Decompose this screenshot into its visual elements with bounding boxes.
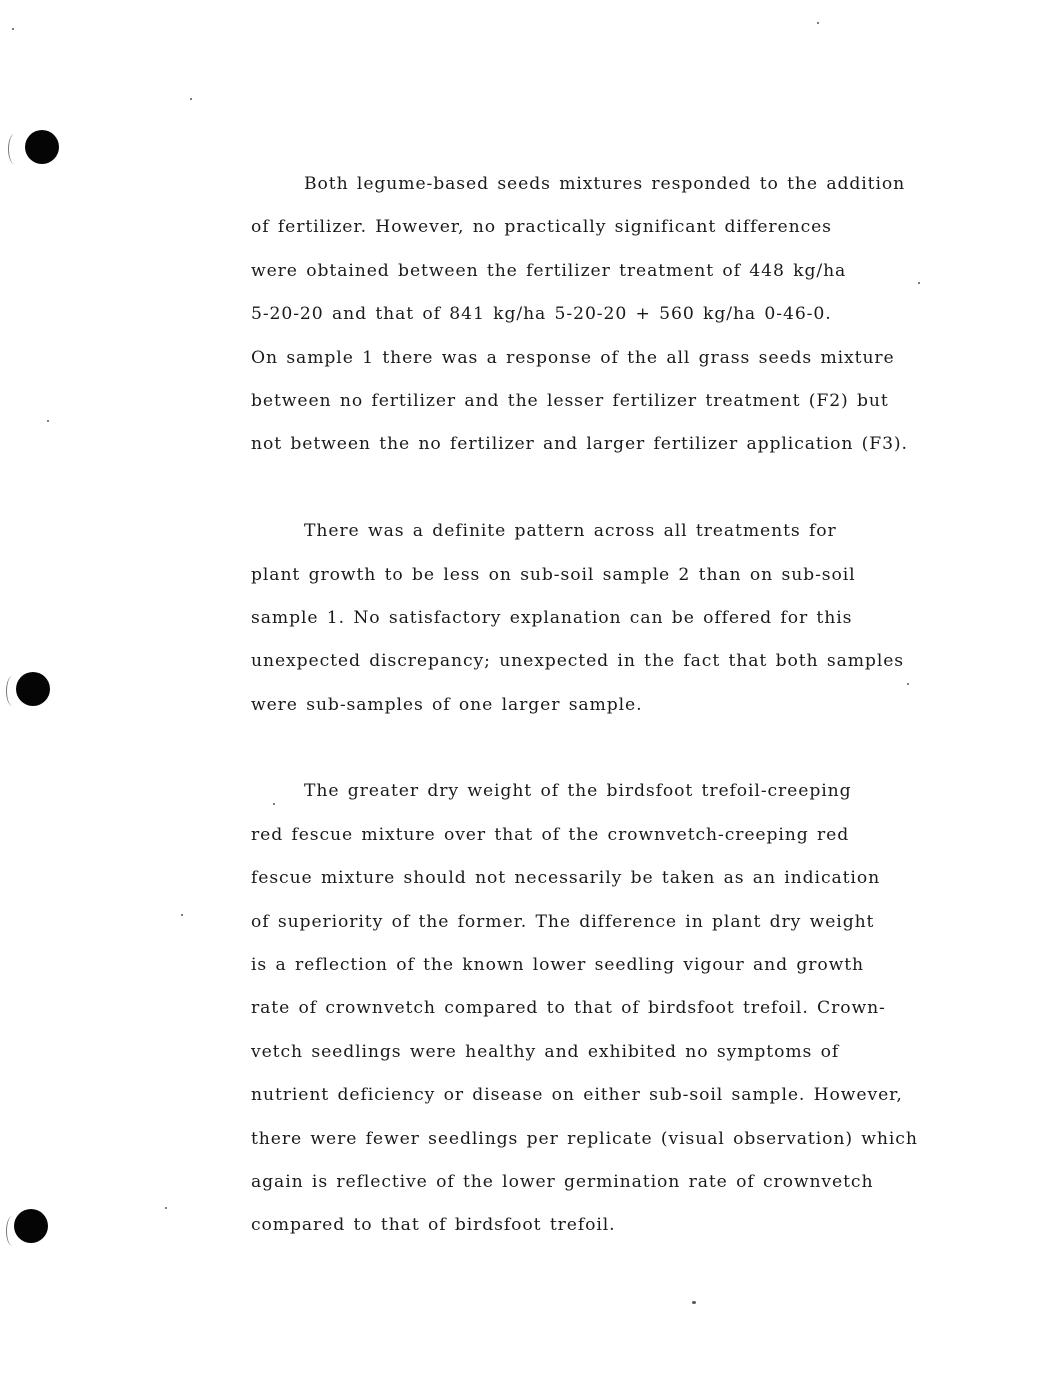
text-line: is a reflection of the known lower seedling vigour and growth (251, 955, 865, 976)
scan-speck (190, 98, 192, 100)
text-line: vetch seedlings were healthy and exhibited no symptoms of (251, 1041, 840, 1062)
text-line: of superiority of the former. The difference in plant dry weight (251, 911, 875, 932)
scan-speck (692, 1301, 696, 1304)
punch-hole-edge (8, 134, 21, 164)
scan-speck (47, 420, 49, 422)
text-line: nutrient deficiency or disease on either sub-soil sample. However, (251, 1085, 903, 1106)
text-line: red fescue mixture over that of the crownvetch-creeping red (251, 824, 850, 845)
punch-hole-icon (16, 672, 50, 706)
text-line: again is reflective of the lower germination rate of crownvetch (251, 1171, 874, 1192)
paragraph-spacer (251, 474, 931, 517)
scan-speck (817, 22, 819, 24)
punch-hole-icon (14, 1209, 48, 1243)
text-line: there were fewer seedlings per replicate (visual observation) which (251, 1128, 918, 1149)
paragraph-spacer (251, 734, 931, 777)
text-line: plant growth to be less on sub-soil sample 2 than on sub-soil (251, 564, 856, 585)
scan-speck (181, 914, 183, 916)
text-line: The greater dry weight of the birdsfoot trefoil-creeping (304, 781, 852, 802)
text-line: sample 1. No satisfactory explanation can be offered for this (251, 607, 853, 628)
text-line: not between the no fertilizer and larger fertilizer application (F3). (251, 434, 908, 455)
punch-hole-icon (25, 130, 59, 164)
text-line: 5-20-20 and that of 841 kg/ha 5-20-20 + 560 kg/ha 0-46-0. (251, 304, 832, 325)
scan-speck (165, 1207, 167, 1209)
text-line: On sample 1 there was a response of the all grass seeds mixture (251, 347, 895, 368)
body-text (251, 170, 931, 1255)
paragraph-3 (251, 777, 931, 1254)
paragraph-2 (251, 517, 931, 734)
text-line: fescue mixture should not necessarily be taken as an indication (251, 868, 881, 889)
text-line: rate of crownvetch compared to that of birdsfoot trefoil. Crown- (251, 998, 886, 1019)
text-line: were sub-samples of one larger sample. (251, 694, 643, 715)
text-line: Both legume-based seeds mixtures responded to the addition (304, 174, 906, 194)
text-line: were obtained between the fertilizer treatment of 448 kg/ha (251, 260, 847, 281)
paragraph-1 (251, 170, 931, 474)
scan-speck (12, 28, 14, 30)
text-line: of fertilizer. However, no practically significant differences (251, 217, 832, 238)
text-line: There was a definite pattern across all treatments for (304, 521, 837, 542)
text-line: compared to that of birdsfoot trefoil. (251, 1215, 616, 1236)
text-line: between no fertilizer and the lesser fertilizer treatment (F2) but (251, 390, 889, 411)
text-line: unexpected discrepancy; unexpected in the fact that both samples (251, 651, 905, 672)
